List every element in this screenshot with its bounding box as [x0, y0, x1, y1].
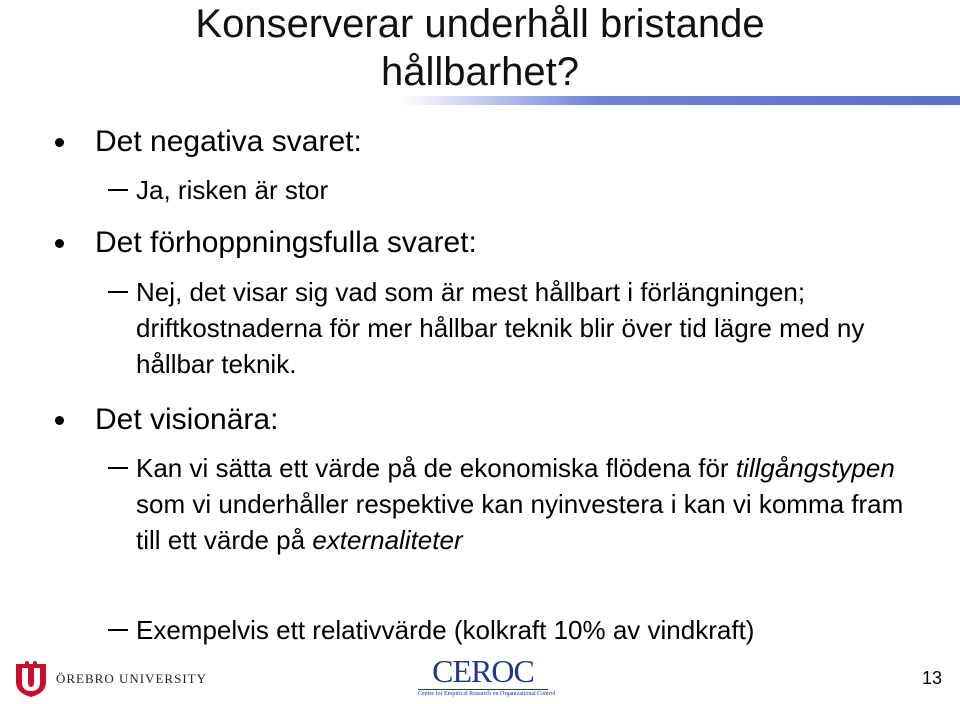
bullet-dot-icon: [55, 138, 64, 147]
bullet-dot-icon: [55, 416, 64, 425]
sub-bullet-text: Nej, det visar sig vad som är mest hållbart i förlängningen; driftkostnaderna för mer hållbar teknik blir över tid lägre med ny hållbar teknik.: [136, 277, 865, 379]
title-underline-bar: [400, 96, 960, 105]
slide-title-line-1: Konserverar underhåll bristande: [195, 2, 765, 46]
italic-term-externalities: externaliteter: [312, 525, 463, 555]
italic-term-asset-type: tillgångstypen: [735, 453, 895, 483]
bullet-text: Det negativa svaret:: [95, 125, 362, 158]
university-name: ÖREBRO UNIVERSITY: [56, 671, 207, 686]
dash-icon: [108, 291, 128, 293]
page-number: 13: [921, 668, 942, 688]
bullet-text: Det förhoppningsfulla svaret:: [95, 226, 477, 259]
dash-icon: [108, 629, 128, 631]
text-segment: Kan vi sätta ett värde på de ekonomiska flödena för: [136, 453, 736, 483]
sub-bullet-text: Ja, risken är stor: [136, 175, 329, 205]
bullet-text: Det visionära:: [95, 403, 279, 436]
slide-title: [0, 0, 960, 96]
slide-title-line-2: hållbarhet?: [381, 50, 579, 94]
dash-icon: [108, 189, 128, 191]
ceroc-wordmark: CEROC: [432, 653, 534, 689]
text-segment: som vi underhåller respektive kan nyinvestera i kan vi komma fram till ett värde på: [136, 489, 904, 555]
sub-bullet-text: Exempelvis ett relativvärde (kolkraft 10% av vindkraft): [136, 615, 755, 645]
orebro-shield-icon: [14, 660, 48, 698]
dash-icon: [108, 467, 128, 469]
ceroc-subtitle: Centre for Empirical Research on Organizational Control: [418, 691, 556, 697]
sub-bullet-text: [136, 450, 926, 558]
bullet-dot-icon: [55, 239, 64, 248]
orebro-university-logo: [14, 660, 207, 698]
ceroc-logo: [418, 653, 556, 697]
